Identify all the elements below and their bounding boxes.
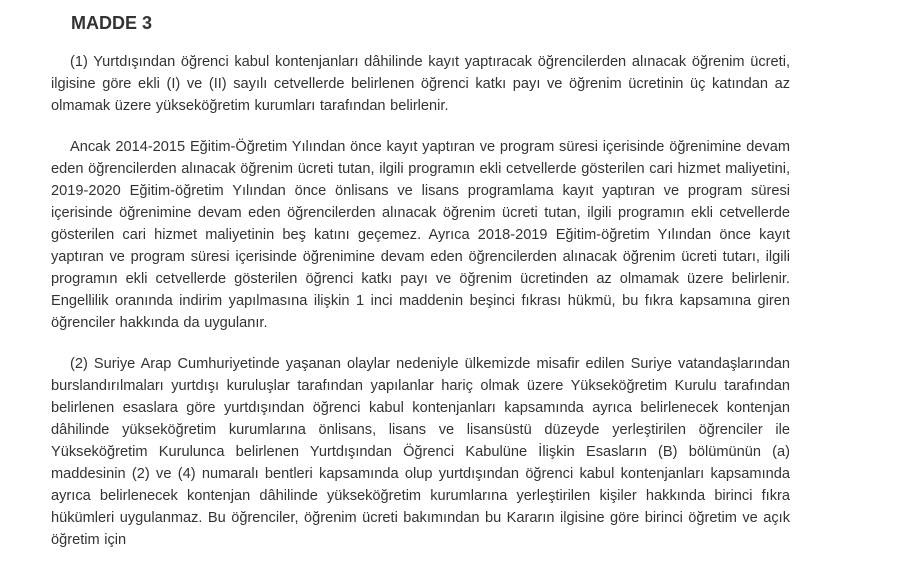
paragraph-1: (1) Yurtdışından öğrenci kabul kontenjanları dâhilinde kayıt yaptıracak öğrencilerden alınacak öğrenim ücreti, ilgisine göre ekli (I) ve (II) sayılı cetvellerde belirlenen öğrenci katkı payı ve öğrenim ücretinin üç katından az olmamak üzere yükseköğretim kurumları tarafından belirlenir. [51, 54, 790, 114]
paragraph-2: Ancak 2014-2015 Eğitim-Öğretim Yılından önce kayıt yaptıran ve program süresi içerisinde öğrenimine devam eden öğrencilerden alınacak öğrenim ücreti tutan, ilgili programın ekli cetvellerde gösterilen cari hizmet maliyetini, 2019-2020 Eğitim-öğretim Yılından önce önlisans ve lisans programlama kayıt yaptıran ve program süresi içerisinde öğrenimine devam eden öğrencilerden alınacak öğrenim ücreti tutan, ilgili programın ekli cetvellerde gösterilen cari hizmet maliyetinin beş katını geçemez. Ayrıca 2018-2019 Eğitim-öğretim Yılından önce kayıt yaptıran ve program süresi içerisinde öğrenimine devam eden öğrencilerden alınacak öğrenim ücreti tutarı, ilgili programın ekli cetvellerde gösterilen öğrenci katkı payı ve öğrenim ücretinden az olmamak üzere belirlenir. Engellilik oranında indirim yapılmasına ilişkin 1 inci maddenin beşinci fıkrası hükmü, bu fıkra kapsamına giren öğrenciler hakkında da uygulanır. [51, 139, 790, 331]
document-body [51, 12, 790, 551]
article-heading: MADDE 3 [71, 13, 153, 33]
paragraph-3: (2) Suriye Arap Cumhuriyetinde yaşanan olaylar nedeniyle ülkemizde misafir edilen Suriye vatandaşlarından burslandırılmaları yurtdışı kuruluşlar tarafından yapılanlar hariç olmak üzere Yükseköğretim Kurulu tarafından belirlenen esaslara göre yurtdışından öğrenci kabul kontenjanları kapsamında ayrıca belirlenecek kontenjan dâhilinde yükseköğretim kurumlarına önlisans, lisans ve lisansüstü düzeyde yerleştirilen öğrenciler ile Yükseköğretim Kurulunca belirlenen Yurtdışından Öğrenci Kabulüne İlişkin Esasların (B) bölümünün (a) maddesinin (2) ve (4) numaralı bentleri kapsamında olup yurtdışından öğrenci kabul kontenjanları kapsamında ayrıca belirlenecek kontenjan dâhilinde yükseköğretim kurumlarına yerleştirilen kişiler hakkında birinci fıkra hükümleri uygulanmaz. Bu öğrenciler, öğrenim ücreti bakımından bu Kararın ilgisine göre birinci öğretim ve açık öğretim için [51, 356, 790, 548]
